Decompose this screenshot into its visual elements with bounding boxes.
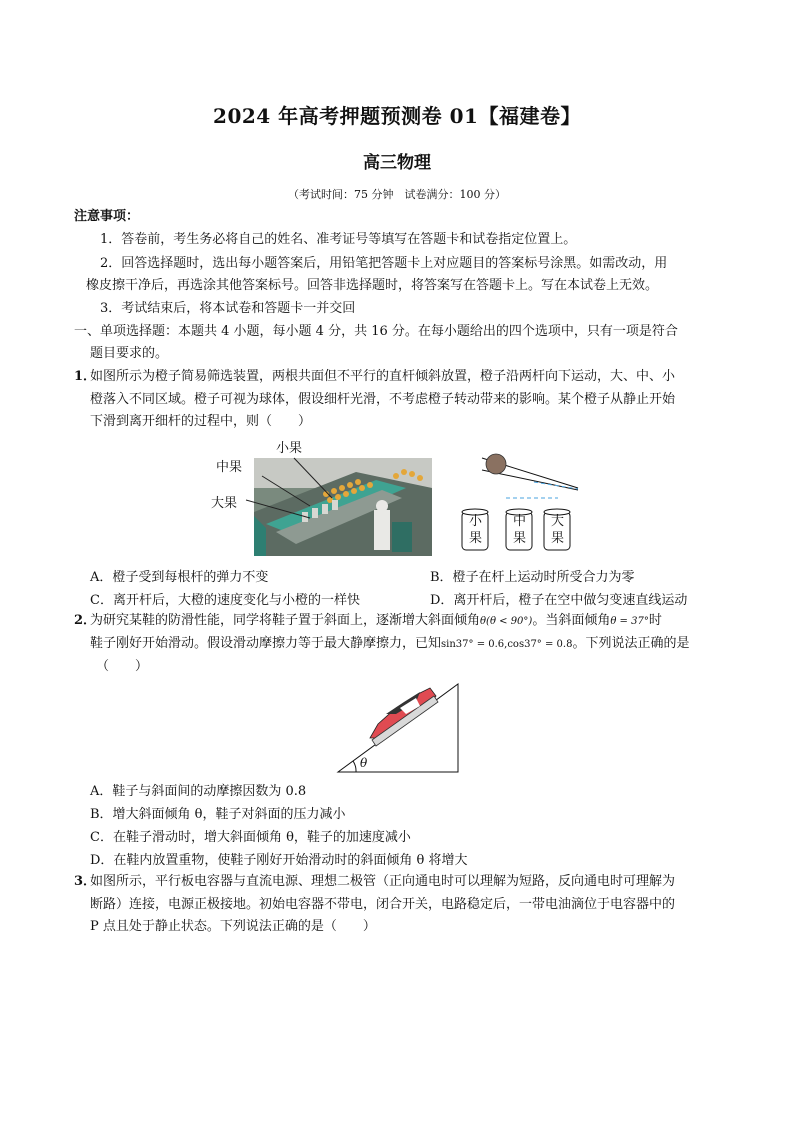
orange-sorting-machine-figure [206, 436, 434, 560]
q1-line-3: 下滑到离开细杆的过程中，则（ ） [90, 414, 312, 429]
section1-heading: 一、单项选择题：本题共 4 小题，每小题 4 分，共 16 分。在每小题给出的四个选项中，只有一项是符合 [74, 324, 678, 339]
q2-option-d: D．在鞋内放置重物，使鞋子刚好开始滑动时的斜面倾角 θ 将增大 [90, 853, 468, 868]
q2-trig-values: sin37° = 0.6,cos37° = 0.8 [441, 639, 573, 650]
q2-line-1-e: 时 [648, 613, 662, 628]
incline-diagram [334, 680, 462, 776]
bin-small-label-bottom: 果 [469, 531, 483, 546]
q1-option-b: B．橙子在杆上运动时所受合力为零 [430, 570, 635, 585]
sorting-machine-illustration [206, 436, 434, 560]
notice-item-2: 2．回答选择题时，选出每小题答案后，用铅笔把答题卡上对应题目的答案标号涂黑。如需改动，用 [100, 256, 668, 271]
bin-medium-label-bottom: 果 [513, 531, 527, 546]
paper-title: 2024 年高考押题预测卷 01【福建卷】 [213, 104, 581, 128]
q2-line-1 [90, 610, 662, 633]
notice-item-3: 3．考试结束后，将本试卷和答题卡一并交回 [100, 301, 356, 316]
q2-line-3: （ ） [96, 659, 149, 674]
q1-option-c: C．离开杆后，大橙的速度变化与小橙的一样快 [90, 593, 360, 608]
q2-option-b: B．增大斜面倾角 θ，鞋子对斜面的压力减小 [90, 807, 346, 822]
notice-heading: 注意事项： [74, 209, 140, 224]
paper-subject: 高三物理 [363, 153, 431, 173]
q3-line-2: 断路）连接，电源正极接地。初始电容器不带电，闭合开关，电路稳定后，一带电油滴位于电容器中的 [90, 897, 676, 912]
q2-option-c: C．在鞋子滑动时，增大斜面倾角 θ，鞋子的加速度减小 [90, 830, 411, 845]
q2-angle-value: θ = 37° [610, 616, 649, 627]
bin-small-label-top: 小 [469, 514, 483, 529]
q2-angle-range: θ(θ < 90°) [480, 616, 533, 627]
shoe-incline-figure [334, 680, 462, 776]
q2-line-2 [90, 633, 689, 656]
exam-info: （考试时间：75 分钟 试卷满分：100 分） [288, 188, 506, 201]
q3-line-3: P 点且处于静止状态。下列说法正确的是（ ） [90, 919, 376, 934]
q2-line-1-c: 。当斜面倾角 [532, 613, 611, 628]
q1-line-2: 橙落入不同区域。橙子可视为球体，假设细杆光滑，不考虑橙子转动带来的影响。某个橙子从静止开始 [90, 392, 676, 407]
q3-number: 3． [74, 874, 97, 889]
q2-number: 2． [74, 613, 97, 628]
section1-heading-cont: 题目要求的。 [90, 346, 169, 361]
bin-large-label-bottom: 果 [551, 531, 565, 546]
bin-large-label-top: 大 [551, 514, 565, 529]
incline-angle-label: θ [360, 756, 368, 770]
notice-item-1: 1．答卷前，考生务必将自己的姓名、准考证号等填写在答题卡和试卷指定位置上。 [100, 232, 577, 247]
q1-option-a: A．橙子受到每根杆的弹力不变 [90, 570, 269, 585]
label-small-fruit: 小果 [276, 441, 303, 456]
q2-line-2-a: 鞋子刚好开始滑动。假设滑动摩擦力等于最大静摩擦力，已知 [90, 636, 442, 651]
q3-line-1: 如图所示，平行板电容器与直流电源、理想二极管（正向通电时可以理解为短路，反向通电时可理解为 [90, 874, 676, 889]
q2-option-a: A．鞋子与斜面间的动摩擦因数为 0.8 [90, 784, 307, 799]
bin-medium-label-top: 中 [513, 514, 527, 529]
q1-number: 1． [74, 369, 97, 384]
q1-line-1: 如图所示为橙子简易筛选装置，两根共面但不平行的直杆倾斜放置，橙子沿两杆向下运动，大、中、小 [90, 369, 676, 384]
label-medium-fruit: 中果 [216, 460, 243, 475]
notice-item-2-cont: 橡皮擦干净后，再选涂其他答案标号。回答非选择题时，将答案写在答题卡上。写在本试卷上无效。 [86, 278, 659, 293]
label-large-fruit: 大果 [211, 496, 238, 511]
q2-line-1-a: 为研究某鞋的防滑性能，同学将鞋子置于斜面上，逐渐增大斜面倾角 [90, 613, 481, 628]
q1-option-d: D．离开杆后，橙子在空中做匀变速直线运动 [430, 593, 688, 608]
q2-line-2-c: 。下列说法正确的是 [572, 636, 690, 651]
